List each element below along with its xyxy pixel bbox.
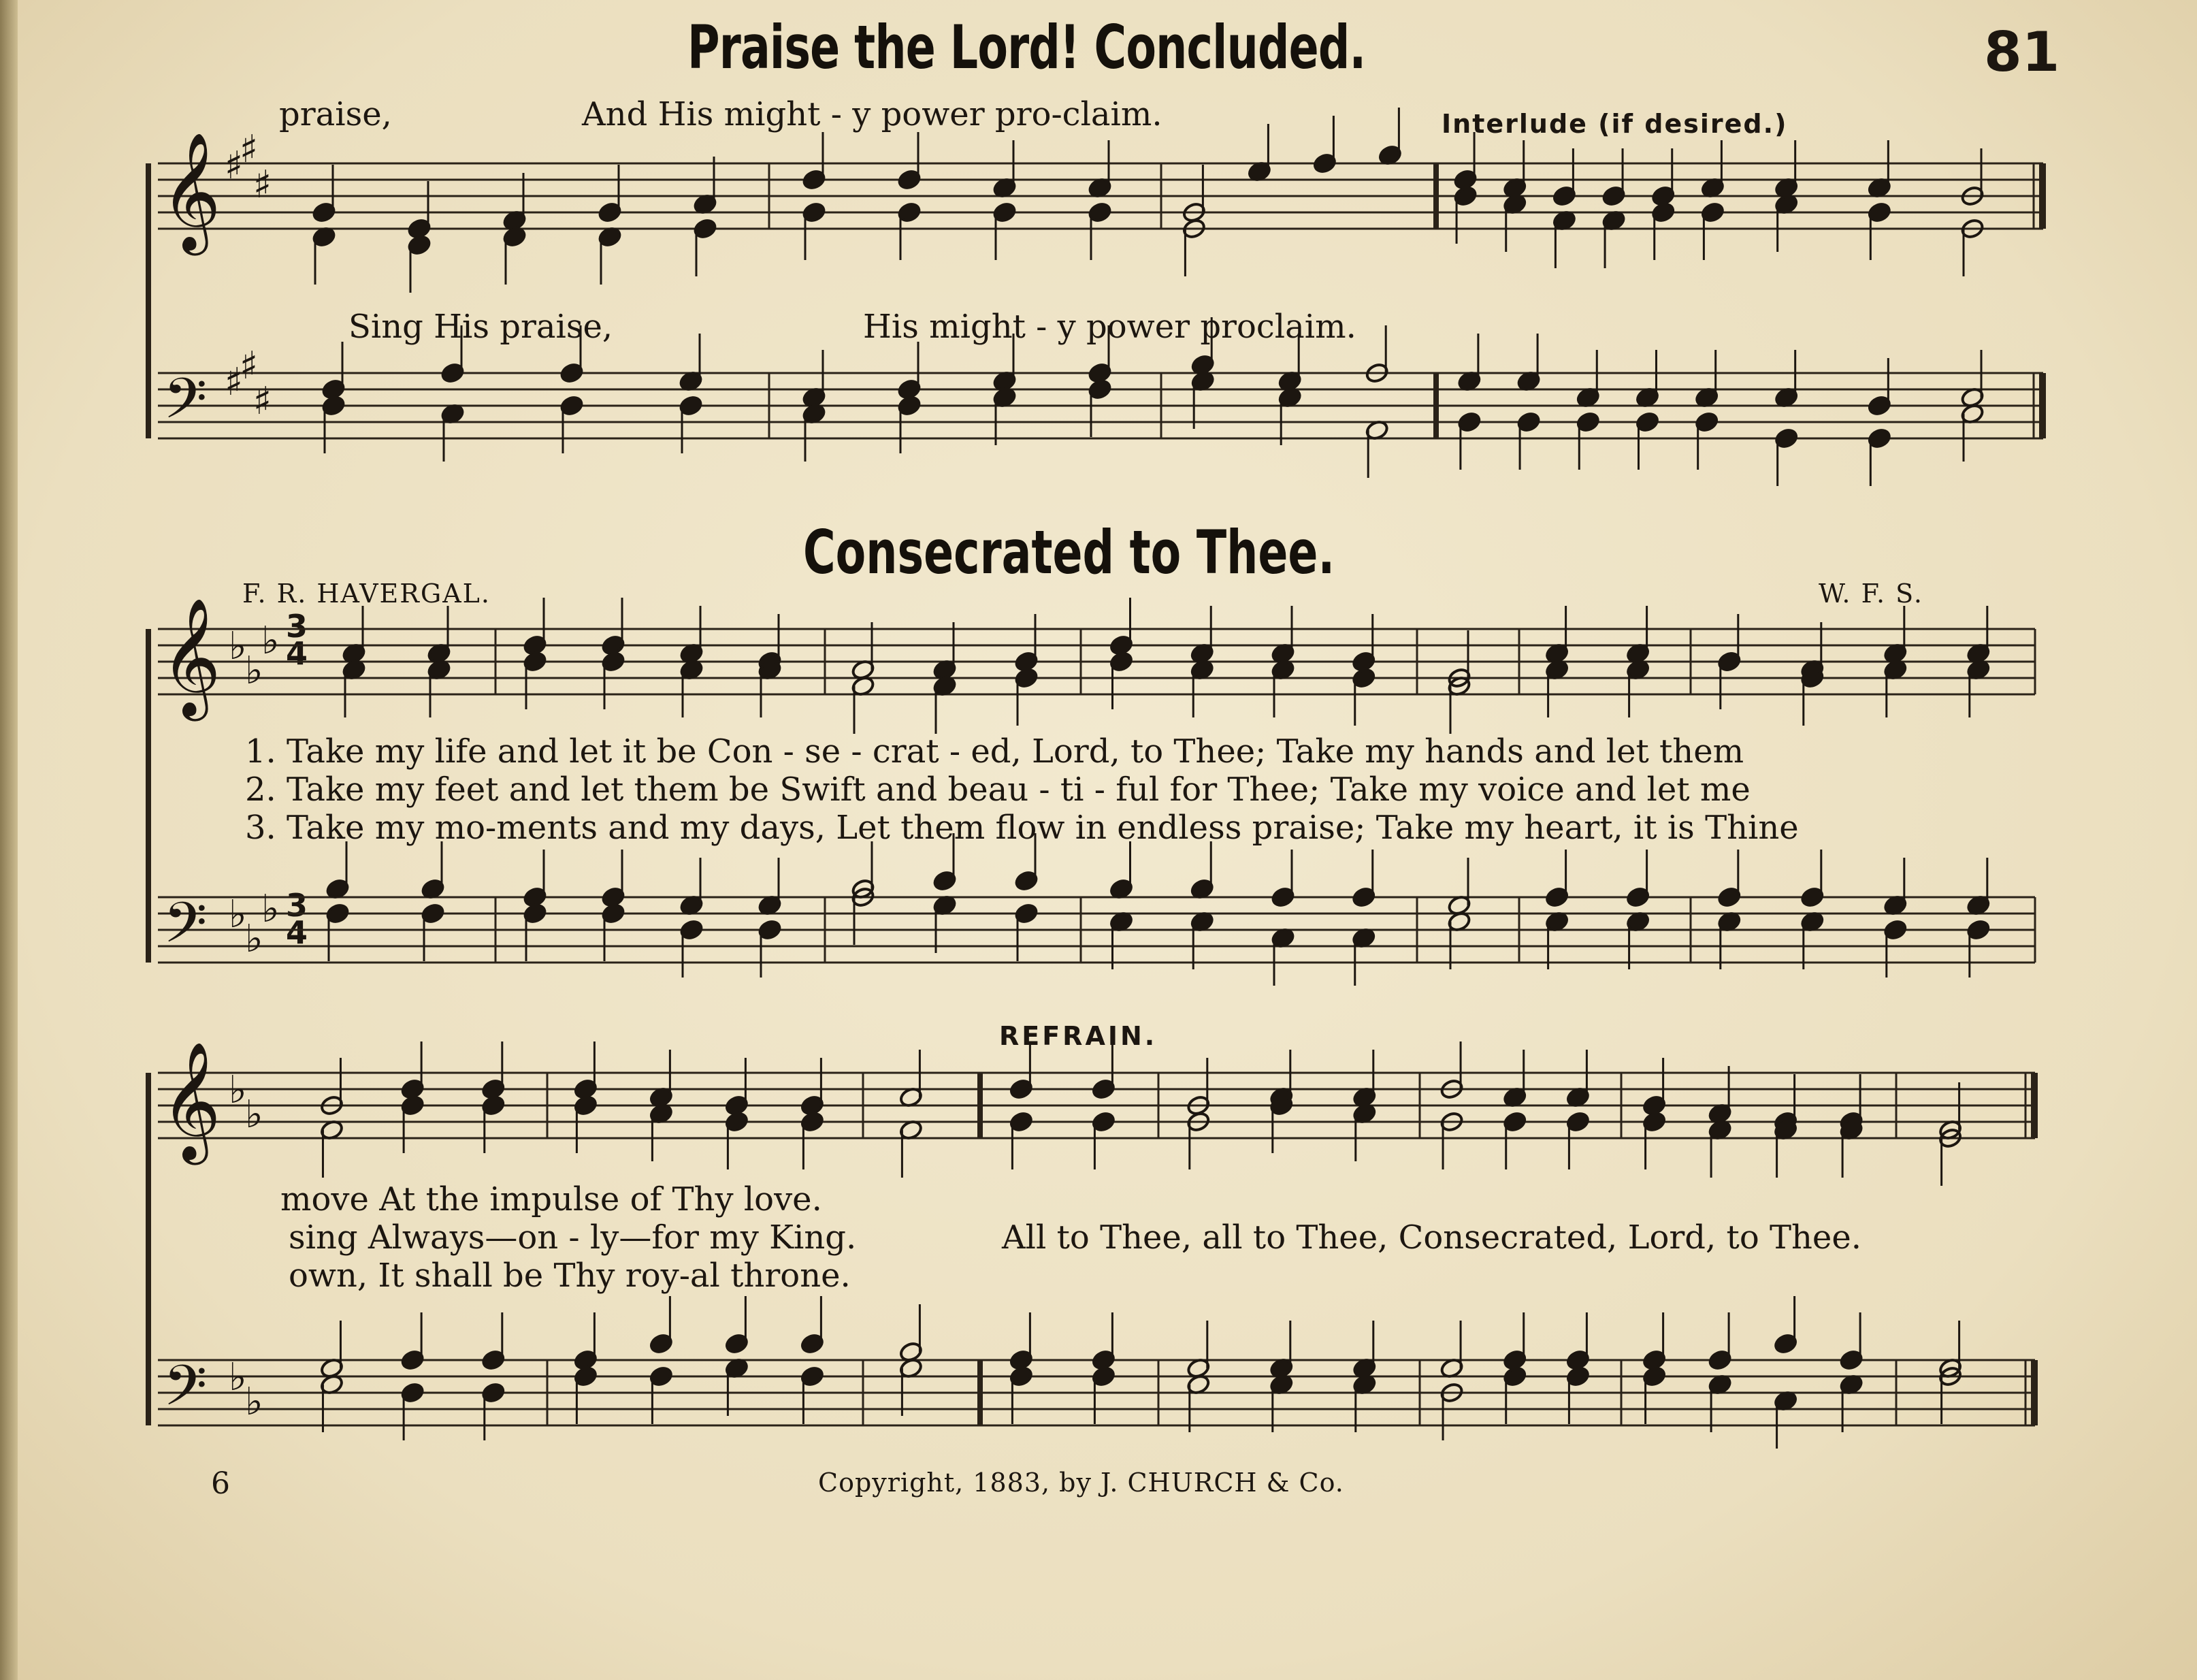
s3-treble-clef: 𝄞 [161,1041,221,1160]
s1-bass-sharp: ♯ [225,360,244,404]
refrain-lyric: All to Thee, all to Thee, Consecrated, Lord, to Thee. [1002,1218,1861,1257]
s3-flat: ♭ [229,1068,247,1112]
verse-1-ending: move At the impulse of Thy love. [280,1180,822,1218]
s2-flat: ♭ [229,624,247,668]
s1-treble-final-thick [2039,163,2046,229]
s1-interlude-bar [1433,163,1439,229]
page-number: 81 [1984,20,2060,84]
s1-bass-clef: 𝄢 [163,366,208,445]
verse-2: 2. Take my feet and let them be Swift and beau - ti - ful for Thee; Take my voice and let me [245,771,1751,809]
hymn-composer: W. F. S. [1819,579,1923,609]
interlude-label: Interlude (if desired.) [1442,109,1788,139]
lower-lyric-a: Sing His praise, [348,308,613,346]
footer-page-number: 6 [211,1466,230,1501]
s3-refrain-bar [977,1073,983,1138]
time-sig-top: 3 [286,608,308,645]
s3-system-bar [146,1073,151,1425]
verse-2-ending: sing Always—on - ly—for my King. [289,1218,857,1257]
lower-lyric-b: His might - y power proclaim. [863,308,1356,346]
s3-bass-clef: 𝄢 [163,1353,208,1432]
s1-system-bar [146,163,151,438]
s3-treble-final-thick [2031,1073,2038,1138]
page-title: Praise the Lord! Concluded. [687,12,1366,82]
upper-lyric-a: praise, [279,95,392,133]
s2-flat: ♭ [245,649,263,693]
copyright-line: Copyright, 1883, by J. CHURCH & Co. [818,1468,1344,1498]
time-sig-bottom: 4 [286,635,308,672]
s2-bass-flat: ♭ [245,917,263,961]
s3-refrain-bar-bass [977,1360,983,1425]
s2-system-bar [146,629,151,963]
s1-bass-sharp: ♯ [253,379,272,423]
s1-sharp: ♯ [225,144,244,188]
upper-lyric-b: And His might - y power pro-claim. [582,95,1162,133]
s2-bass-flat-3: ♭ [261,887,280,931]
s1-sharp: ♯ [240,127,259,172]
s1-treble-clef: 𝄞 [161,132,221,251]
hymn-title: Consecrated to Thee. [803,517,1335,587]
refrain-label: REFRAIN. [999,1021,1158,1051]
s1-interlude-bar-bass [1433,373,1439,438]
s1-bass-final-thick [2039,373,2046,438]
s2-treble-clef: 𝄞 [161,598,221,716]
s1-bass-sharp: ♯ [240,344,259,388]
verse-3: 3. Take my mo-ments and my days, Let them flow in endless praise; Take my heart, it is Thine [245,809,1799,847]
s3-bass-flat: ♭ [245,1380,263,1424]
s2-bass-flat: ♭ [229,892,247,937]
s2-bass-clef: 𝄢 [163,890,208,969]
s3-bass-flat: ♭ [229,1355,247,1400]
s3-flat: ♭ [245,1093,263,1137]
verse-1: 1. Take my life and let it be Con - se - crat - ed, Lord, to Thee; Take my hands and let them [245,732,1744,771]
s2-flat-3: ♭ [261,619,280,663]
time-sig-top-bass: 3 [286,887,308,924]
s3-bass-final-thick [2031,1360,2038,1425]
hymn-author: F. R. HAVERGAL. [242,579,491,609]
s1-sharp: ♯ [253,163,272,207]
time-sig-bottom-bass: 4 [286,914,308,951]
verse-3-ending: own, It shall be Thy roy-al throne. [289,1257,851,1295]
